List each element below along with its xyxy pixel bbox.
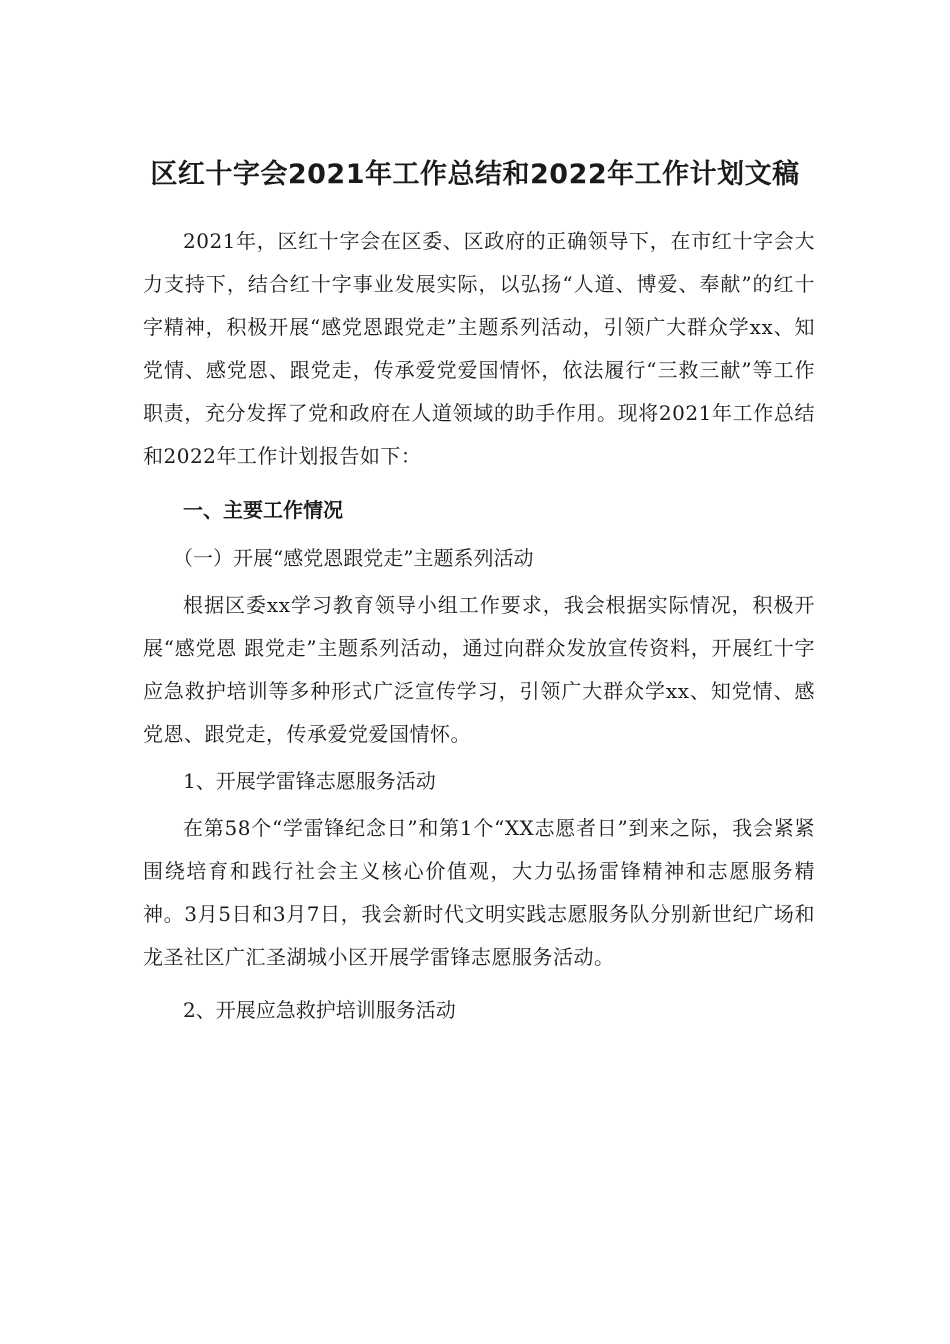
document-body — [143, 220, 815, 1036]
item-paragraph-volunteer: 在第58个“学雷锋纪念日”和第1个“XX志愿者日”到来之际，我会紧紧围绕培育和践行社会主义核心价值观，大力弘扬雷锋精神和志愿服务精神。3月5日和3月7日，我会新时代文明实践志愿服务队分别新世纪广场和龙圣社区广汇圣湖城小区开展学雷锋志愿服务活动。 — [143, 816, 815, 969]
item-heading-volunteer: 1、开展学雷锋志愿服务活动 — [183, 769, 436, 793]
document-title: 区红十字会2021年工作总结和2022年工作计划文稿 — [150, 159, 800, 190]
subsection-paragraph: 根据区委xx学习教育领导小组工作要求，我会根据实际情况，积极开展“感党恩 跟党走”主题系列活动，通过向群众发放宣传资料，开展红十字应急救护培训等多种形式广泛宣传学习，引领广大群众学xx、知党情、感党恩、跟党走，传承爱党爱国情怀。 — [143, 593, 815, 746]
section-heading-main-work: 一、主要工作情况 — [183, 498, 343, 522]
item-heading-first-aid: 2、开展应急救护培训服务活动 — [183, 998, 456, 1022]
intro-paragraph: 2021年，区红十字会在区委、区政府的正确领导下，在市红十字会大力支持下，结合红十字事业发展实际，以弘扬“人道、博爱、奉献”的红十字精神，积极开展“感党恩跟党走”主题系列活动，引领广大群众学xx、知党情、感党恩、跟党走，传承爱党爱国情怀，依法履行“三救三献”等工作职责，充分发挥了党和政府在人道领域的助手作用。现将2021年工作总结和2022年工作计划报告如下： — [143, 229, 815, 468]
subsection-heading-activities: （一）开展“感党恩跟党走”主题系列活动 — [173, 546, 534, 570]
